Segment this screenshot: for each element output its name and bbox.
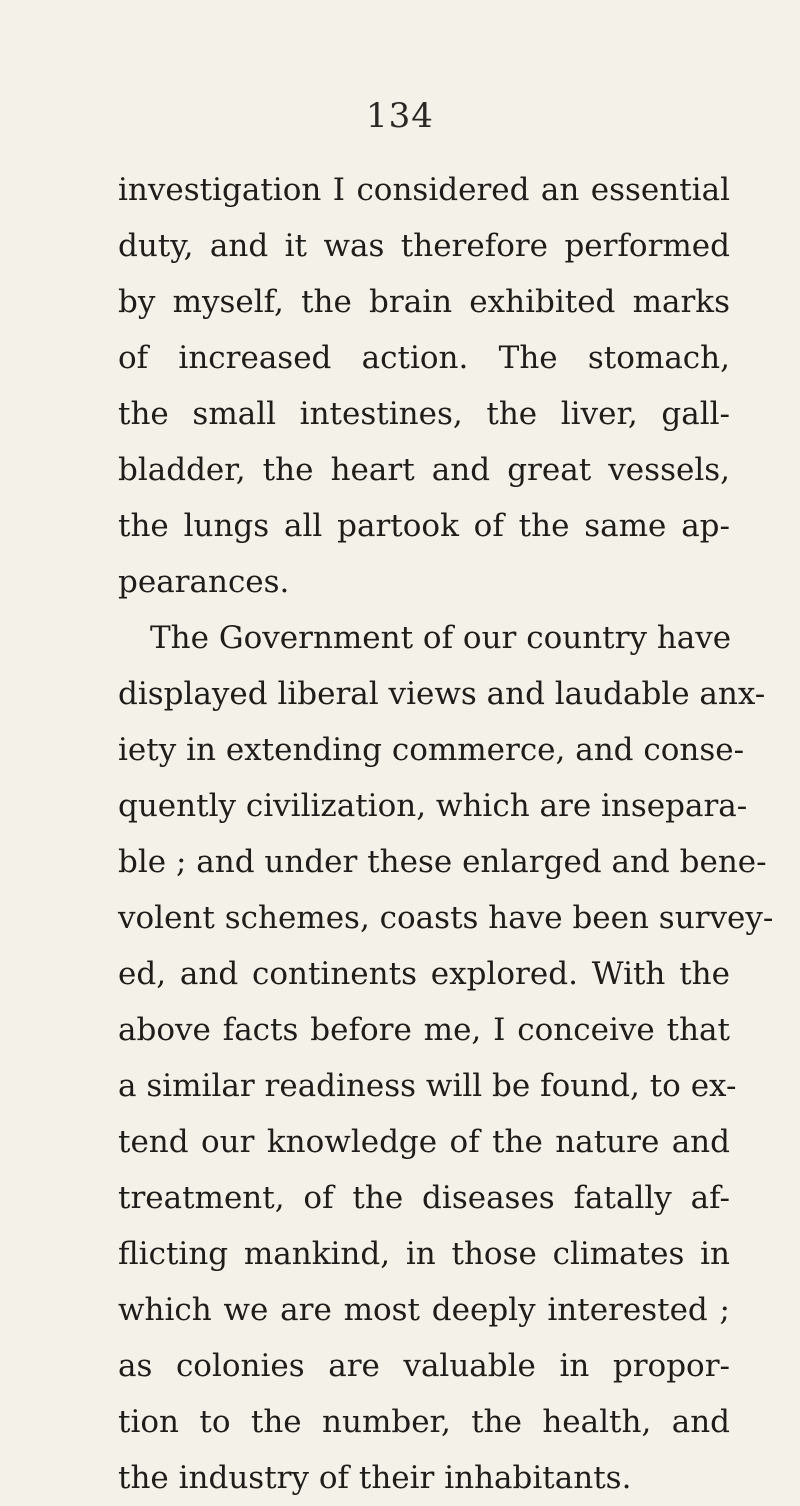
text-line: above facts before me, I conceive that	[118, 1012, 730, 1048]
text-line: pearances.	[118, 564, 290, 600]
text-line: tion to the number, the health, and	[118, 1404, 730, 1440]
text-line: tend our knowledge of the nature and	[118, 1124, 730, 1160]
text-line: ed, and continents explored. With the	[118, 956, 730, 992]
text-line: flicting mankind, in those climates in	[118, 1236, 730, 1272]
text-line: which we are most deeply interested ;	[118, 1292, 730, 1328]
text-line: The Government of our country have	[150, 620, 732, 656]
text-line: volent schemes, coasts have been survey-	[118, 900, 774, 936]
text-line: of increased action. The stomach,	[118, 340, 730, 376]
text-line: by myself, the brain exhibited marks	[118, 284, 730, 320]
text-line: the small intestines, the liver, gall-	[118, 396, 730, 432]
text-line: ble ; and under these enlarged and bene-	[118, 844, 767, 880]
text-line: a similar readiness will be found, to ex-	[118, 1068, 737, 1104]
body-text	[118, 162, 774, 1506]
text-line: quently civilization, which are insepara-	[118, 788, 748, 824]
text-line: treatment, of the diseases fatally af-	[118, 1180, 730, 1216]
text-line: iety in extending commerce, and conse-	[118, 732, 745, 768]
text-line: investigation I considered an essential	[118, 172, 730, 208]
page-number: 134	[366, 96, 434, 136]
text-line: bladder, the heart and great vessels,	[118, 452, 730, 488]
text-line: as colonies are valuable in propor-	[118, 1348, 730, 1384]
text-line: the lungs all partook of the same ap-	[118, 508, 730, 544]
text-line: duty, and it was therefore performed	[118, 228, 730, 264]
text-line: displayed liberal views and laudable anx-	[118, 676, 766, 712]
text-line: the industry of their inhabitants.	[118, 1460, 632, 1496]
